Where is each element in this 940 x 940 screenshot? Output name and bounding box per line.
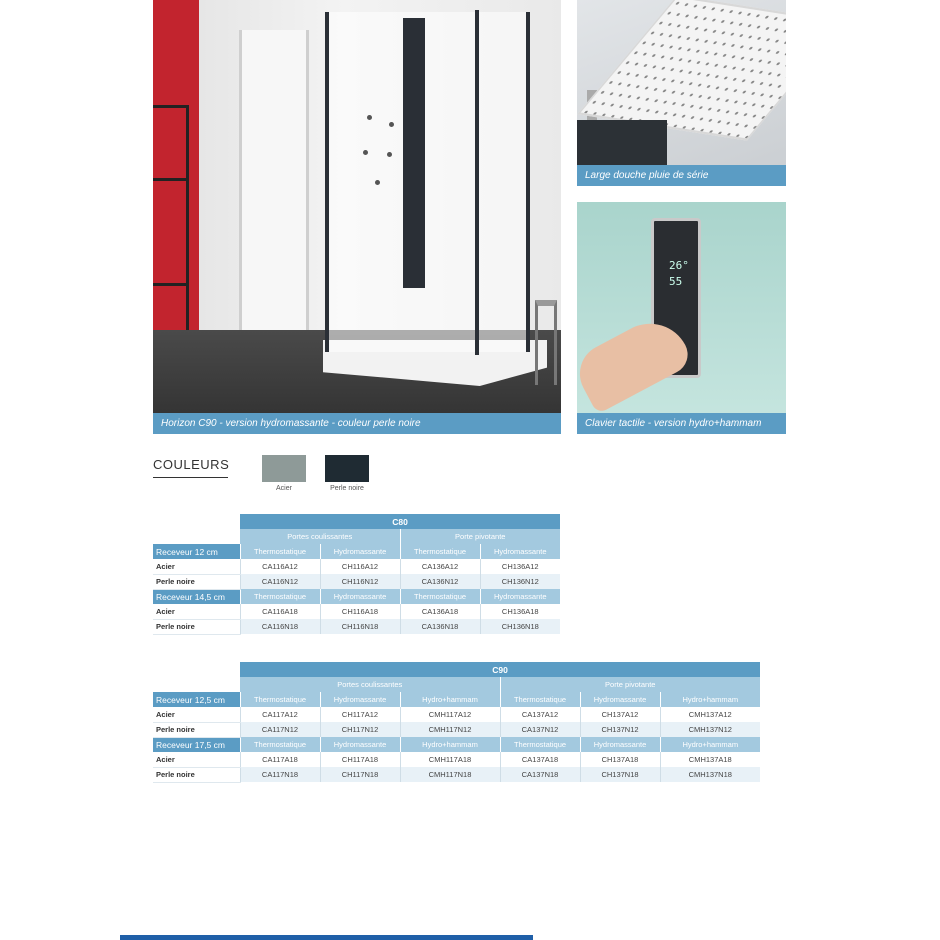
table-row <box>153 574 560 589</box>
c80-title: C80 <box>240 514 560 529</box>
jet-icon <box>387 152 392 157</box>
ref-cell: CA136N18 <box>400 619 480 634</box>
table-row <box>153 619 560 634</box>
panel-photo-caption: Clavier tactile - version hydro+hammam <box>577 413 786 434</box>
ref-cell: CH116N18 <box>320 619 400 634</box>
panel-temperature: 26° <box>669 259 689 272</box>
main-photo-caption: Horizon C90 - version hydromassante - couleur perle noire <box>153 413 561 434</box>
ref-cell: CMH117A12 <box>400 707 500 722</box>
ref-cell: CH136A12 <box>480 559 560 574</box>
row-label: Perle noire <box>153 619 240 634</box>
c90-col-header: Thermostatique <box>240 692 320 707</box>
c80-receveur-1: Receveur 12 cm <box>153 544 240 559</box>
c80-col-header: Hydromassante <box>480 544 560 559</box>
c80-col-header: Hydromassante <box>320 544 400 559</box>
photo-window <box>239 30 309 330</box>
swatch-label-acier: Acier <box>276 485 292 492</box>
photo-cabin-frame <box>475 10 479 355</box>
ref-cell: CH117N18 <box>320 767 400 782</box>
photo-stool <box>535 300 557 385</box>
ref-cell: CH116N12 <box>320 574 400 589</box>
c90-col-header: Hydromassante <box>320 737 400 752</box>
ref-cell: CA116N12 <box>240 574 320 589</box>
rain-shower-photo <box>577 0 786 186</box>
ref-cell: CA117A12 <box>240 707 320 722</box>
ref-cell: CA136N12 <box>400 574 480 589</box>
touch-panel-photo <box>577 202 786 434</box>
c90-col-header: Hydromassante <box>580 692 660 707</box>
ref-cell: CMH117N12 <box>400 722 500 737</box>
ref-cell: CA136A12 <box>400 559 480 574</box>
ref-cell: CH136N12 <box>480 574 560 589</box>
table-row <box>153 767 760 782</box>
c90-col-header: Hydromassante <box>580 737 660 752</box>
c90-col-header: Hydro+hammam <box>660 692 760 707</box>
c90-title: C90 <box>240 662 760 677</box>
ref-cell: CA117N12 <box>240 722 320 737</box>
ref-cell: CH136N18 <box>480 619 560 634</box>
c80-col-header: Thermostatique <box>400 589 480 604</box>
photo-cabin-glass <box>325 12 530 352</box>
rain-photo-caption: Large douche pluie de série <box>577 165 786 186</box>
ref-cell: CMH137A18 <box>660 752 760 767</box>
c80-col-header: Hydromassante <box>480 589 560 604</box>
jet-icon <box>363 150 368 155</box>
row-label: Acier <box>153 604 240 619</box>
c80-col-header: Thermostatique <box>240 589 320 604</box>
table-row <box>153 752 760 767</box>
c90-receveur-1: Receveur 12,5 cm <box>153 692 240 707</box>
c80-receveur-2: Receveur 14,5 cm <box>153 589 240 604</box>
ref-cell: CH136A18 <box>480 604 560 619</box>
c80-col-header: Hydromassante <box>320 589 400 604</box>
c90-col-header: Thermostatique <box>500 692 580 707</box>
photo-shower-column <box>403 18 425 288</box>
table-row <box>153 722 760 737</box>
c90-group-pivotante: Porte pivotante <box>500 677 760 692</box>
table-row <box>153 559 560 574</box>
ref-cell: CMH117A18 <box>400 752 500 767</box>
c90-col-header: Hydro+hammam <box>660 737 760 752</box>
panel-time: 55 <box>669 275 683 288</box>
c90-col-header: Thermostatique <box>500 737 580 752</box>
ref-cell: CH137N18 <box>580 767 660 782</box>
ref-cell: CH117N12 <box>320 722 400 737</box>
ref-cell: CMH137N18 <box>660 767 760 782</box>
c90-col-header: Hydro+hammam <box>400 692 500 707</box>
ref-cell: CH137A12 <box>580 707 660 722</box>
c80-reference-table <box>153 514 560 635</box>
c90-receveur-2: Receveur 17,5 cm <box>153 737 240 752</box>
row-label: Perle noire <box>153 767 240 782</box>
c80-group-coulissantes: Portes coulissantes <box>240 529 400 544</box>
c80-group-pivotante: Porte pivotante <box>400 529 560 544</box>
ref-cell: CA116A18 <box>240 604 320 619</box>
ref-cell: CA137N12 <box>500 722 580 737</box>
c90-col-header: Hydromassante <box>320 692 400 707</box>
jet-icon <box>375 180 380 185</box>
ref-cell: CA136A18 <box>400 604 480 619</box>
ref-cell: CH116A18 <box>320 604 400 619</box>
table-row <box>153 707 760 722</box>
shower-cabin-photo <box>153 0 561 434</box>
color-swatch-acier <box>262 455 306 482</box>
color-swatch-perle-noire <box>325 455 369 482</box>
row-label: Acier <box>153 752 240 767</box>
ref-cell: CA117A18 <box>240 752 320 767</box>
c90-group-coulissantes: Portes coulissantes <box>240 677 500 692</box>
touch-panel-display <box>669 258 689 290</box>
ref-cell: CMH117N18 <box>400 767 500 782</box>
ref-cell: CH117A12 <box>320 707 400 722</box>
ref-cell: CH117A18 <box>320 752 400 767</box>
ref-cell: CMH137A12 <box>660 707 760 722</box>
ref-cell: CA137N18 <box>500 767 580 782</box>
c80-col-header: Thermostatique <box>400 544 480 559</box>
row-label: Perle noire <box>153 574 240 589</box>
jet-icon <box>389 122 394 127</box>
c80-col-header: Thermostatique <box>240 544 320 559</box>
jet-icon <box>367 115 372 120</box>
ref-cell: CA116N18 <box>240 619 320 634</box>
c90-col-header: Hydro+hammam <box>400 737 500 752</box>
row-label: Perle noire <box>153 722 240 737</box>
table-row <box>153 604 560 619</box>
row-label: Acier <box>153 707 240 722</box>
ref-cell: CA137A18 <box>500 752 580 767</box>
ref-cell: CH116A12 <box>320 559 400 574</box>
ref-cell: CA117N18 <box>240 767 320 782</box>
ref-cell: CA137A12 <box>500 707 580 722</box>
couleurs-heading: COULEURS <box>153 457 230 472</box>
ref-cell: CMH137N12 <box>660 722 760 737</box>
couleurs-underline <box>153 477 228 478</box>
swatch-label-perle-noire: Perle noire <box>330 485 364 492</box>
footer-bar <box>120 935 533 940</box>
c90-reference-table <box>153 662 760 783</box>
row-label: Acier <box>153 559 240 574</box>
photo-shower-arm <box>577 120 667 165</box>
ref-cell: CH137N12 <box>580 722 660 737</box>
ref-cell: CA116A12 <box>240 559 320 574</box>
ref-cell: CH137A18 <box>580 752 660 767</box>
c90-col-header: Thermostatique <box>240 737 320 752</box>
